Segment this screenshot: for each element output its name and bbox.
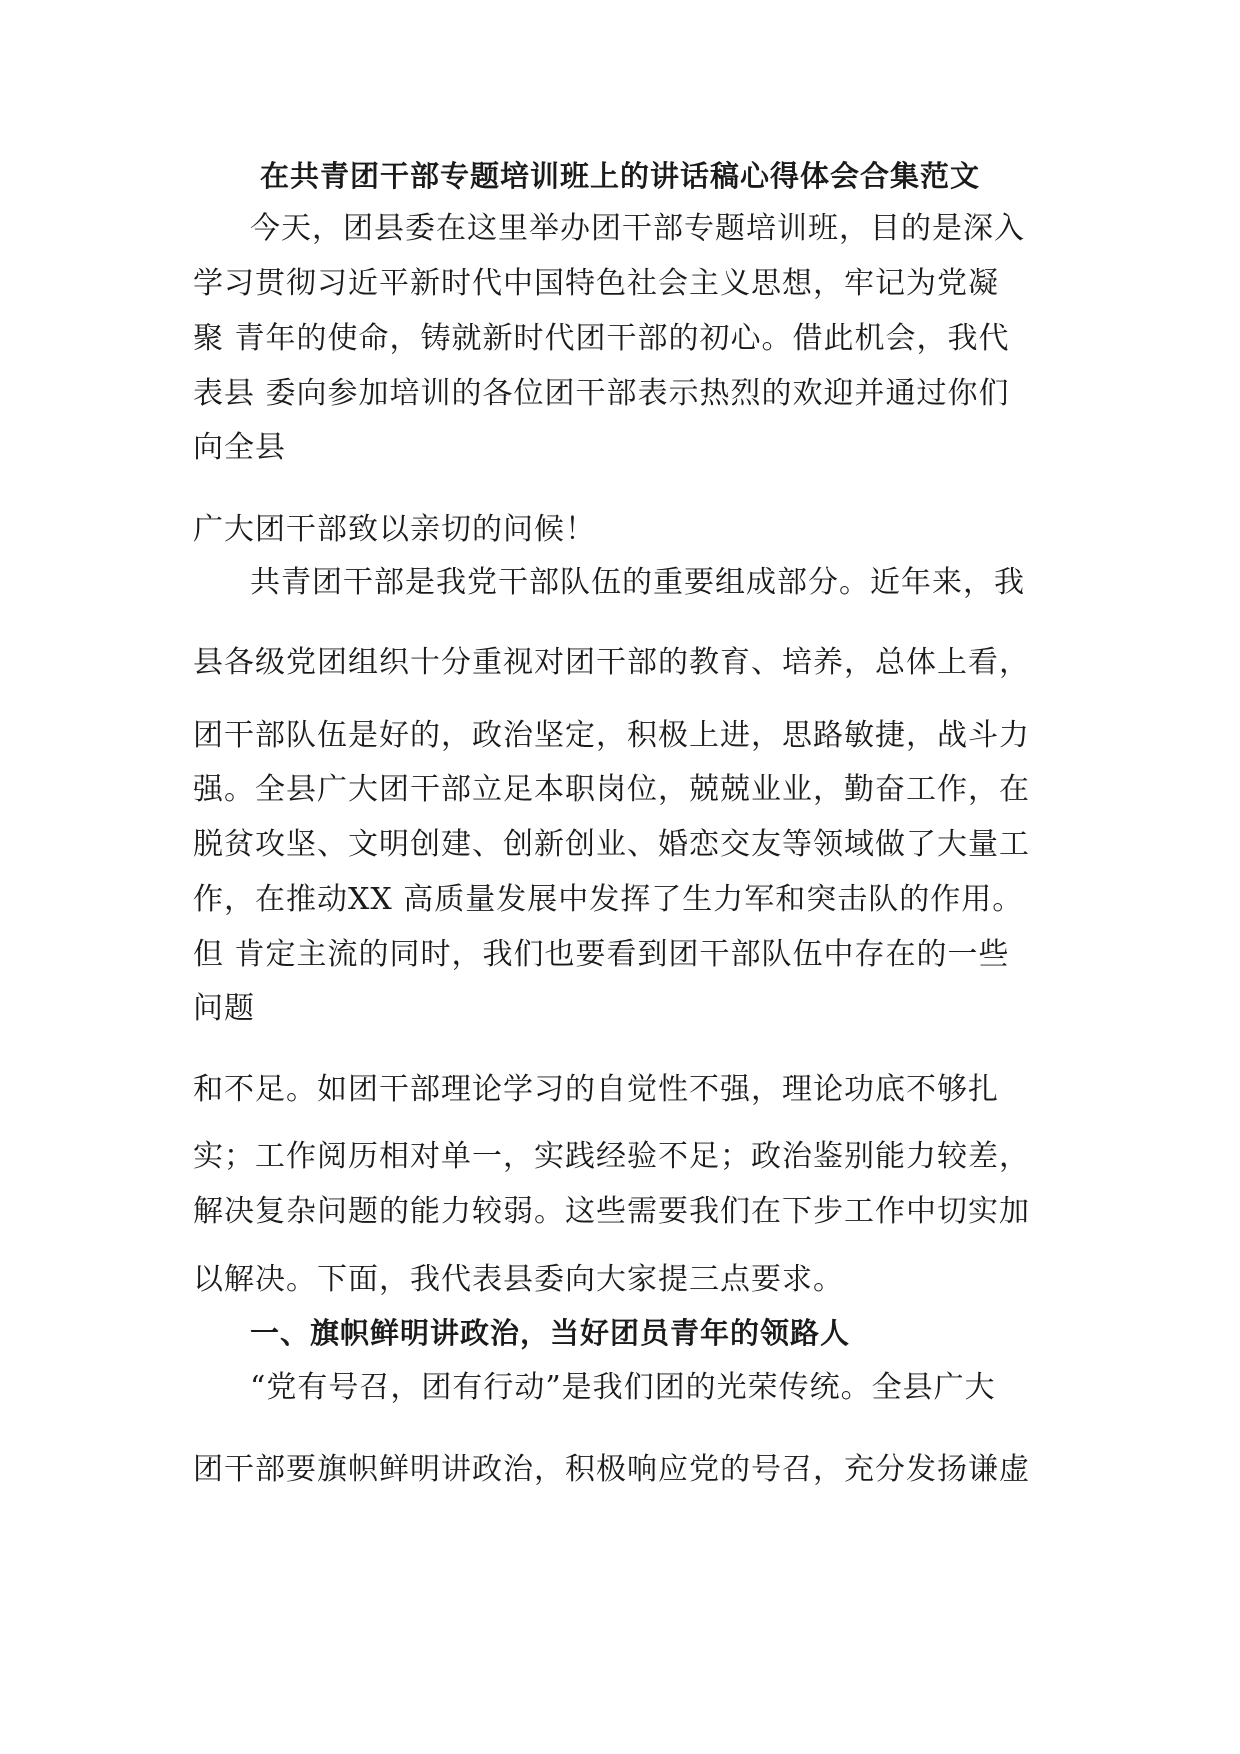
paragraph-line: 解决复杂问题的能力较弱。这些需要我们在下步工作中切实加 bbox=[193, 1194, 1030, 1229]
paragraph-line: 今天，团县委在这里举办团干部专题培训班，目的是深入 bbox=[250, 211, 1025, 246]
paragraph-line: 以解决。下面，我代表县委向大家提三点要求。 bbox=[193, 1262, 844, 1297]
paragraph-line: 团干部要旗帜鲜明讲政治，积极响应党的号召，充分发扬谦虚 bbox=[193, 1452, 1030, 1487]
paragraph-line: 聚 青年的使命，铸就新时代团干部的初心。借此机会，我代 bbox=[193, 321, 1010, 356]
paragraph-line: 广大团干部致以亲切的问候！ bbox=[193, 512, 596, 547]
paragraph-line: 但 肯定主流的同时，我们也要看到团干部队伍中存在的一些 bbox=[193, 937, 1010, 972]
paragraph-line: 县各级党团组织十分重视对团干部的教育、培养，总体上看， bbox=[193, 645, 1030, 680]
paragraph-line: 和不足。如团干部理论学习的自觉性不强，理论功底不够扎 bbox=[193, 1072, 999, 1107]
paragraph-line: 问题 bbox=[193, 991, 255, 1026]
paragraph-line: 团干部队伍是好的，政治坚定，积极上进，思路敏捷，战斗力 bbox=[193, 718, 1030, 753]
document-title: 在共青团干部专题培训班上的讲话稿心得体会合集范文 bbox=[259, 159, 980, 193]
paragraph-line: 表县 委向参加培训的各位团干部表示热烈的欢迎并通过你们 bbox=[193, 376, 1010, 411]
paragraph-line: 实；工作阅历相对单一，实践经验不足；政治鉴别能力较差， bbox=[193, 1139, 1030, 1174]
paragraph-line: 强。全县广大团干部立足本职岗位，兢兢业业，勤奋工作，在 bbox=[193, 772, 1030, 807]
paragraph-line: 学习贯彻习近平新时代中国特色社会主义思想，牢记为党凝 bbox=[193, 266, 999, 301]
section-heading: 一、旗帜鲜明讲政治，当好团员青年的领路人 bbox=[250, 1316, 851, 1350]
paragraph-line: 作，在推动XX 高质量发展中发挥了生力军和突击队的作用。 bbox=[193, 882, 1024, 917]
paragraph-line: “党有号召，团有行动”是我们团的光荣传统。全县广大 bbox=[250, 1370, 996, 1405]
paragraph-line: 脱贫攻坚、文明创建、创新创业、婚恋交友等领域做了大量工 bbox=[193, 827, 1030, 862]
paragraph-line: 共青团干部是我党干部队伍的重要组成部分。近年来，我 bbox=[250, 565, 1025, 600]
paragraph-line: 向全县 bbox=[193, 430, 286, 465]
